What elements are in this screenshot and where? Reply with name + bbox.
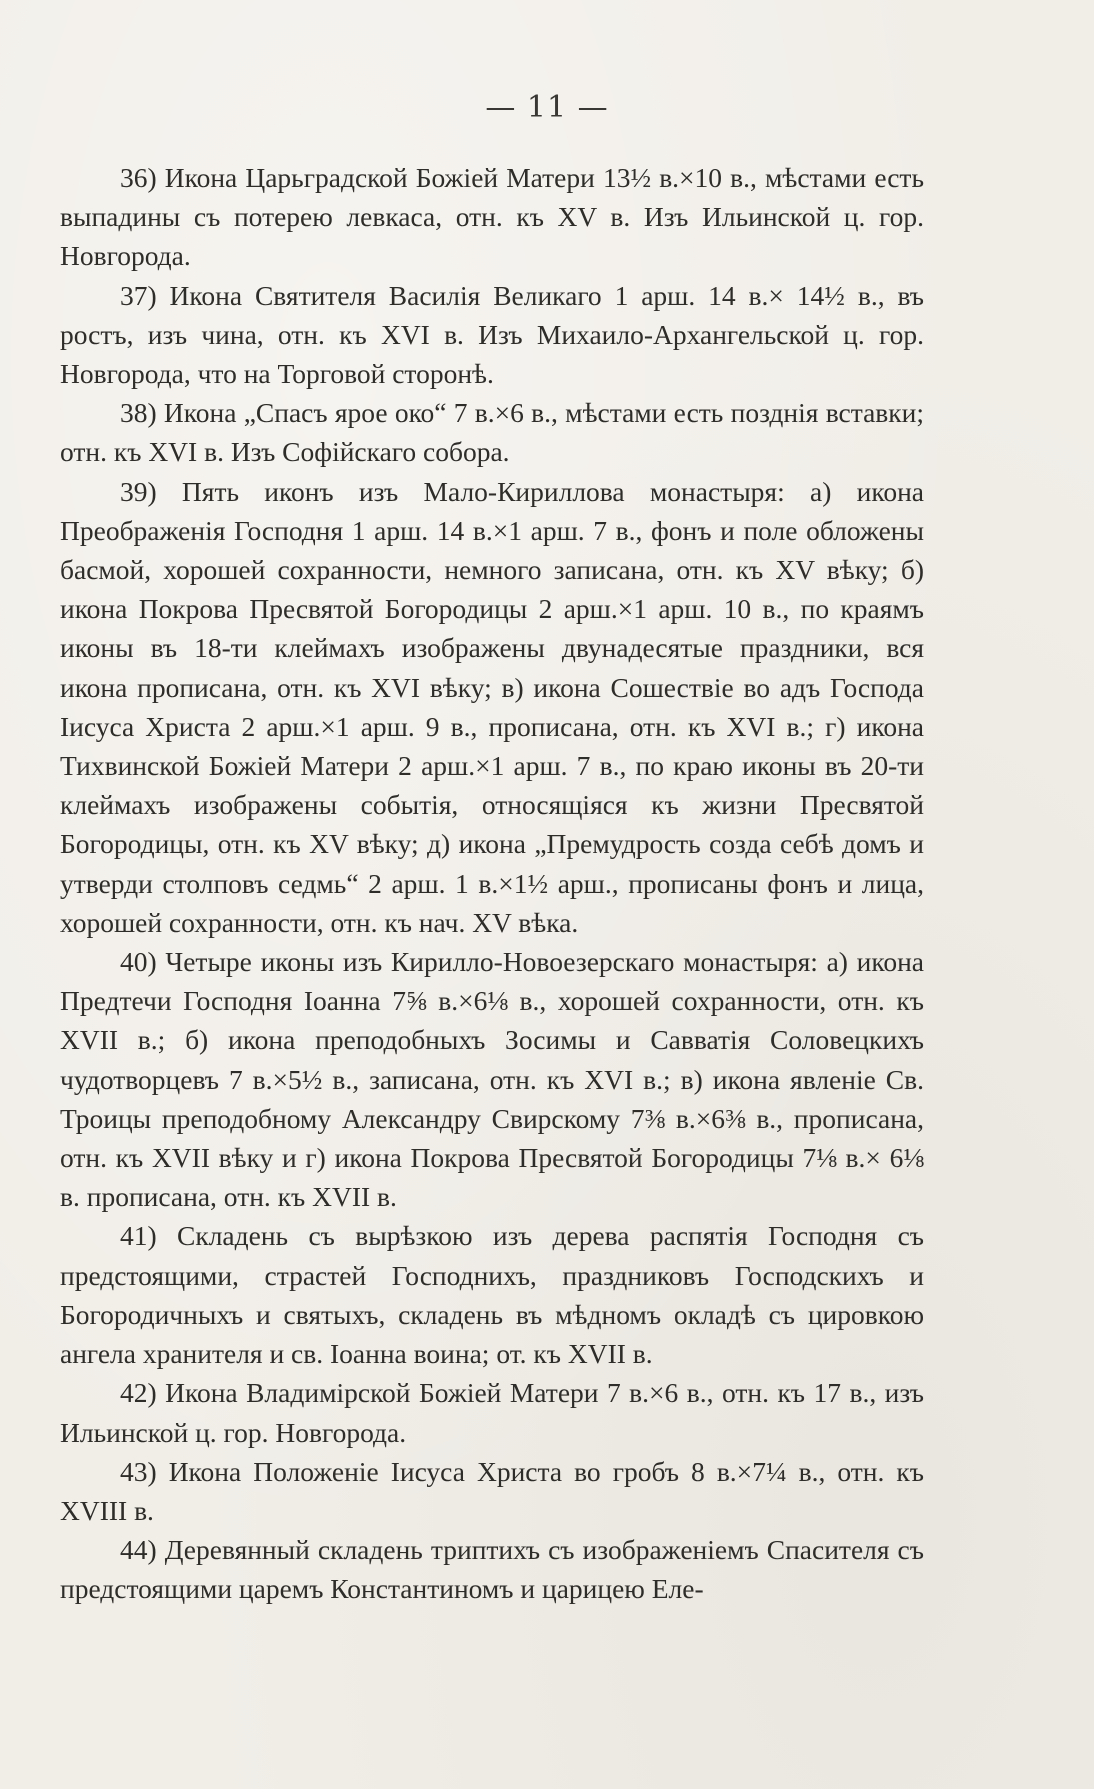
entry-38: 38) Икона „Спасъ ярое око“ 7 в.×6 в., мѣстами есть позднія вставки; отн. къ XVI в. Изъ Софійскаго собора. — [60, 397, 924, 468]
entry-36: 36) Икона Царьградской Божіей Матери 13½ в.×10 в., мѣстами есть выпадины съ потерею левкаса, отн. къ XV в. Изъ Ильинской ц. гор. Новгорода. — [60, 162, 924, 272]
entry-44: 44) Деревянный складень триптихъ съ изображеніемъ Спасителя съ предстоящими царемъ Константиномъ и царицею Еле- — [60, 1534, 924, 1605]
entry-41: 41) Складень съ вырѣзкою изъ дерева распятія Господня съ предстоящими, страстей Господнихъ, праздниковъ Господскихъ и Богородичныхъ и святыхъ, складень въ мѣдномъ окладѣ съ цировкою ангела хранителя и св. Іоанна воина; от. къ XVII в. — [60, 1220, 924, 1370]
entry-43: 43) Икона Положеніе Іисуса Христа во гробъ 8 в.×7¼ в., отн. къ XVIII в. — [60, 1455, 924, 1526]
entry-40: 40) Четыре иконы изъ Кирилло-Новоезерскаго монастыря: а) икона Предтечи Господня Іоанна 7⅝ в.×6⅛ в., хорошей сохранности, отн. къ XVII в.; б) икона преподобныхъ Зосимы и Савватія Соловецкихъ чудотворцевъ 7 в.×5½ в., записана, отн. къ XVI в.; в) икона явленіе Св. Троицы преподобному Александру Свирскому 7⅜ в.×6⅜ в., прописана, отн. къ XVII вѣку и г) икона Покрова Пресвятой Богородицы 7⅛ в.× 6⅛ в. прописана, отн. къ XVII в. — [60, 946, 924, 1213]
page-number: — 11 — — [485, 90, 609, 125]
entry-42: 42) Икона Владимірской Божіей Матери 7 в.×6 в., отн. къ 17 в., изъ Ильинской ц. гор. Новгорода. — [60, 1377, 924, 1448]
entry-37: 37) Икона Святителя Василія Великаго 1 арш. 14 в.× 14½ в., въ ростъ, изъ чина, отн. къ XVI в. Изъ Михаило-Архангельской ц. гор. Новгорода, что на Торговой сторонѣ. — [60, 279, 924, 390]
document-body — [60, 158, 924, 1609]
entry-39: 39) Пять иконъ изъ Мало-Кириллова монастыря: а) икона Преображенія Господня 1 арш. 14 в.×1 арш. 7 в., фонъ и поле обложены басмой, хорошей сохранности, немного записана, отн. къ XV вѣку; б) икона Покрова Пресвятой Богородицы 2 арш.×1 арш. 10 в., по краямъ иконы въ 18-ти клеймахъ изображены двунадесятые праздники, вся икона прописана, отн. къ XVI вѣку; в) икона Сошествіе во адъ Господа Іисуса Христа 2 арш.×1 арш. 9 в., прописана, отн. къ XVI в.; г) икона Тихвинской Божіей Матери 2 арш.×1 арш. 7 в., по краю иконы въ 20-ти клеймахъ изображены событія, относящіяся къ жизни Пресвятой Богородицы, отн. къ XV вѣку; д) икона „Премудрость созда себѣ домъ и утверди столповъ седмь“ 2 арш. 1 в.×1½ арш., прописаны фонъ и лица, хорошей сохранности, отн. къ нач. XV вѣка. — [60, 475, 924, 938]
